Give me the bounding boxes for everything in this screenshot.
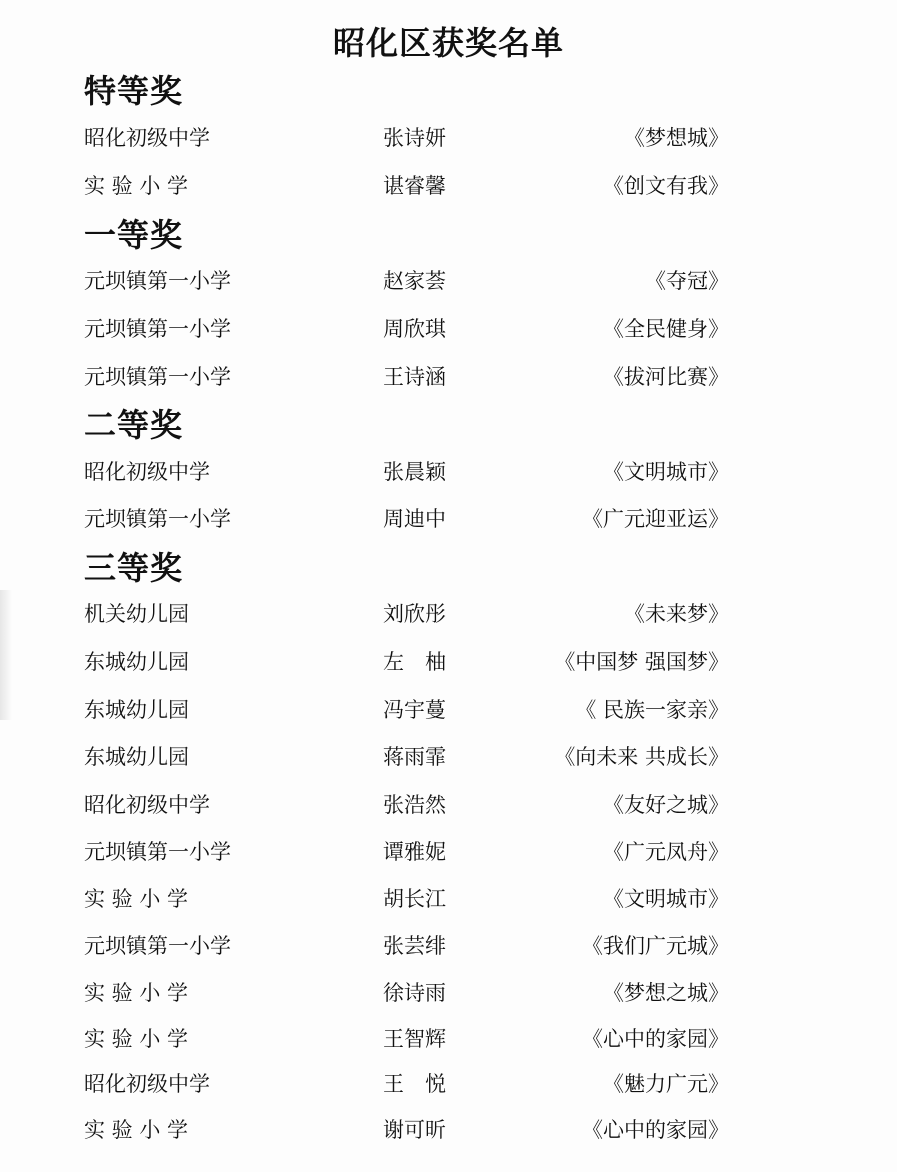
work-title: 《魅力广元》 — [603, 1072, 729, 1096]
student-name: 赵家荟 — [383, 269, 446, 293]
table-row — [0, 503, 897, 539]
student-name: 张诗妍 — [383, 126, 446, 150]
work-title: 《心中的家园》 — [582, 1118, 729, 1142]
work-title: 《文明城市》 — [603, 460, 729, 484]
work-title: 《广元迎亚运》 — [582, 507, 729, 531]
student-name: 张芸绯 — [383, 934, 446, 958]
student-name: 张晨颖 — [383, 460, 446, 484]
section-heading-second-prize: 二等奖 — [84, 406, 184, 444]
table-row — [0, 313, 897, 349]
section-heading-first-prize: 一等奖 — [84, 216, 184, 254]
work-title: 《友好之城》 — [603, 793, 729, 817]
school-name: 实 验 小 学 — [84, 981, 189, 1005]
table-row — [0, 883, 897, 919]
school-name: 东城幼儿园 — [84, 650, 189, 674]
section-heading-third-prize: 三等奖 — [84, 549, 184, 587]
school-name: 元坝镇第一小学 — [84, 365, 231, 389]
student-name: 周迪中 — [383, 507, 446, 531]
table-row — [0, 122, 897, 158]
work-title: 《心中的家园》 — [582, 1027, 729, 1051]
work-title: 《拔河比赛》 — [603, 365, 729, 389]
table-row — [0, 646, 897, 682]
work-title: 《创文有我》 — [603, 174, 729, 198]
school-name: 昭化初级中学 — [84, 793, 210, 817]
school-name: 实 验 小 学 — [84, 887, 189, 911]
work-title: 《向未来 共成长》 — [554, 745, 729, 769]
table-row — [0, 1068, 897, 1104]
school-name: 东城幼儿园 — [84, 745, 189, 769]
table-row — [0, 361, 897, 397]
school-name: 昭化初级中学 — [84, 460, 210, 484]
work-title: 《广元凤舟》 — [603, 840, 729, 864]
student-name: 刘欣彤 — [383, 602, 446, 626]
school-name: 昭化初级中学 — [84, 126, 210, 150]
student-name: 谌睿馨 — [383, 174, 446, 198]
school-name: 机关幼儿园 — [84, 602, 189, 626]
work-title: 《 民族一家亲》 — [575, 698, 729, 722]
school-name: 昭化初级中学 — [84, 1072, 210, 1096]
student-name: 王诗涵 — [383, 365, 446, 389]
table-row — [0, 1114, 897, 1150]
table-row — [0, 977, 897, 1013]
student-name: 胡长江 — [383, 887, 446, 911]
school-name: 元坝镇第一小学 — [84, 269, 231, 293]
table-row — [0, 170, 897, 206]
school-name: 元坝镇第一小学 — [84, 934, 231, 958]
table-row — [0, 741, 897, 777]
page-title: 昭化区获奖名单 — [332, 24, 564, 62]
work-title: 《全民健身》 — [603, 317, 729, 341]
school-name: 元坝镇第一小学 — [84, 317, 231, 341]
table-row — [0, 789, 897, 825]
student-name: 周欣琪 — [383, 317, 446, 341]
table-row — [0, 1023, 897, 1059]
school-name: 实 验 小 学 — [84, 174, 189, 198]
section-heading-special-prize: 特等奖 — [84, 72, 184, 110]
work-title: 《未来梦》 — [624, 602, 729, 626]
school-name: 实 验 小 学 — [84, 1118, 189, 1142]
student-name: 张浩然 — [383, 793, 446, 817]
student-name: 左 柚 — [383, 650, 446, 674]
school-name: 东城幼儿园 — [84, 698, 189, 722]
work-title: 《夺冠》 — [645, 269, 729, 293]
school-name: 元坝镇第一小学 — [84, 507, 231, 531]
school-name: 实 验 小 学 — [84, 1027, 189, 1051]
work-title: 《梦想之城》 — [603, 981, 729, 1005]
work-title: 《我们广元城》 — [582, 934, 729, 958]
work-title: 《梦想城》 — [624, 126, 729, 150]
table-row — [0, 598, 897, 634]
student-name: 谢可昕 — [383, 1118, 446, 1142]
table-row — [0, 930, 897, 966]
student-name: 徐诗雨 — [383, 981, 446, 1005]
table-row — [0, 265, 897, 301]
student-name: 蒋雨霏 — [383, 745, 446, 769]
table-row — [0, 456, 897, 492]
student-name: 王智辉 — [383, 1027, 446, 1051]
student-name: 谭雅妮 — [383, 840, 446, 864]
student-name: 王 悦 — [383, 1072, 446, 1096]
table-row — [0, 694, 897, 730]
school-name: 元坝镇第一小学 — [84, 840, 231, 864]
work-title: 《中国梦 强国梦》 — [554, 650, 729, 674]
student-name: 冯宇蔓 — [383, 698, 446, 722]
work-title: 《文明城市》 — [603, 887, 729, 911]
table-row — [0, 836, 897, 872]
